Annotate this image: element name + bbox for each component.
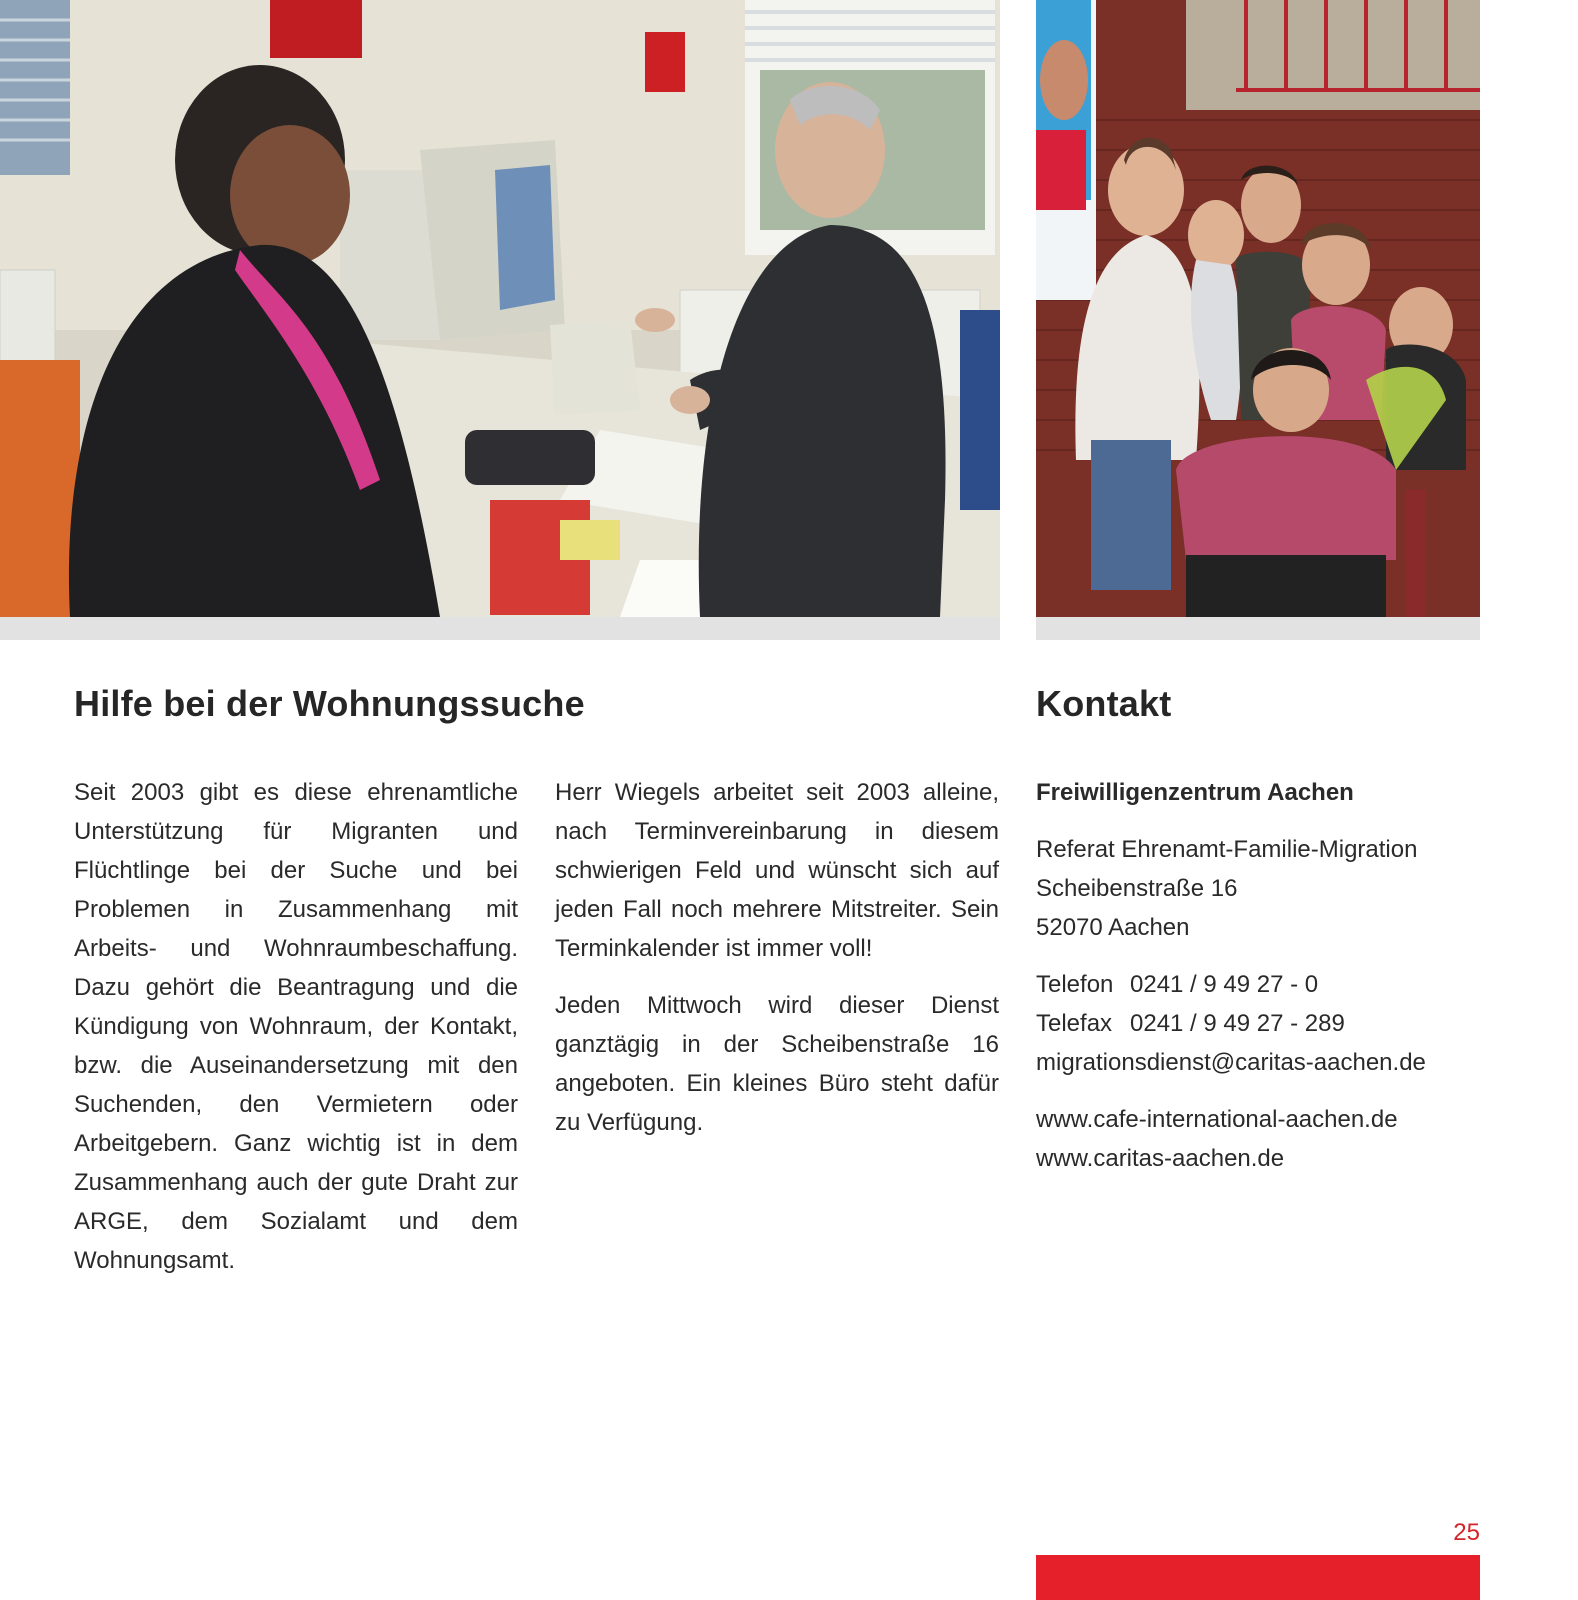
text-column-left [74,773,518,1298]
contact-city: 52070 Aachen [1036,914,1190,941]
page-number: 25 [1453,1519,1480,1546]
fax-label: Telefax [1036,1010,1113,1037]
text-column-middle [555,773,999,1160]
fax-number: 0241 / 9 49 27 - 289 [1130,1010,1345,1037]
contact-department: Referat Ehrenamt-Familie-Migration [1036,836,1418,863]
contact-heading: Kontakt [1036,683,1172,724]
phone-label: Telefon [1036,971,1114,998]
contact-websites [1036,1100,1480,1178]
team-photo [1036,0,1480,617]
contact-email[interactable]: migrationsdienst@caritas-aachen.de [1036,1049,1426,1076]
contact-block [1036,773,1480,1196]
contact-street: Scheibenstraße 16 [1036,875,1238,902]
contact-fax-row [1036,1004,1480,1043]
website-link[interactable]: www.caritas-aachen.de [1036,1145,1285,1172]
caption-bar-right [1036,617,1480,640]
paragraph: Herr Wiegels arbeitet seit 2003 alleine, nach Terminvereinbarung in diesem schwierigen Feld und wünscht sich auf jeden Fall noch mehrere Mitstreiter. Sein Terminkalender ist immer voll! [555,779,999,962]
section-heading: Hilfe bei der Wohnungssuche [74,683,585,724]
office-photo [0,0,1000,617]
contact-communication [1036,965,1480,1082]
contact-organization: Freiwilligenzentrum Aachen [1036,779,1354,806]
paragraph: Jeden Mittwoch wird dieser Dienst ganztägig in der Scheibenstraße 16 angeboten. Ein kleines Büro steht dafür zu Verfügung. [555,992,999,1136]
phone-number: 0241 / 9 49 27 - 0 [1130,971,1319,998]
caption-bar-left [0,617,1000,640]
contact-address [1036,830,1480,947]
paragraph: Seit 2003 gibt es diese ehrenamtliche Unterstützung für Migranten und Flüchtlinge bei der Suche und bei Problemen in Zusammenhang mit Arbeits- und Wohnraumbeschaffung. Dazu gehört die Beantragung und die Kündigung von Wohnraum, der Kontakt, bzw. die Auseinandersetzung mit den Suchenden, den Vermietern oder Arbeitgebern. Ganz wichtig ist in dem Zusammenhang auch der gute Draht zur ARGE, dem Sozialamt und dem Wohnungsamt. [74,779,518,1274]
website-link[interactable]: www.cafe-international-aachen.de [1036,1106,1398,1133]
footer-accent-bar [1036,1555,1480,1600]
contact-phone-row [1036,965,1480,1004]
